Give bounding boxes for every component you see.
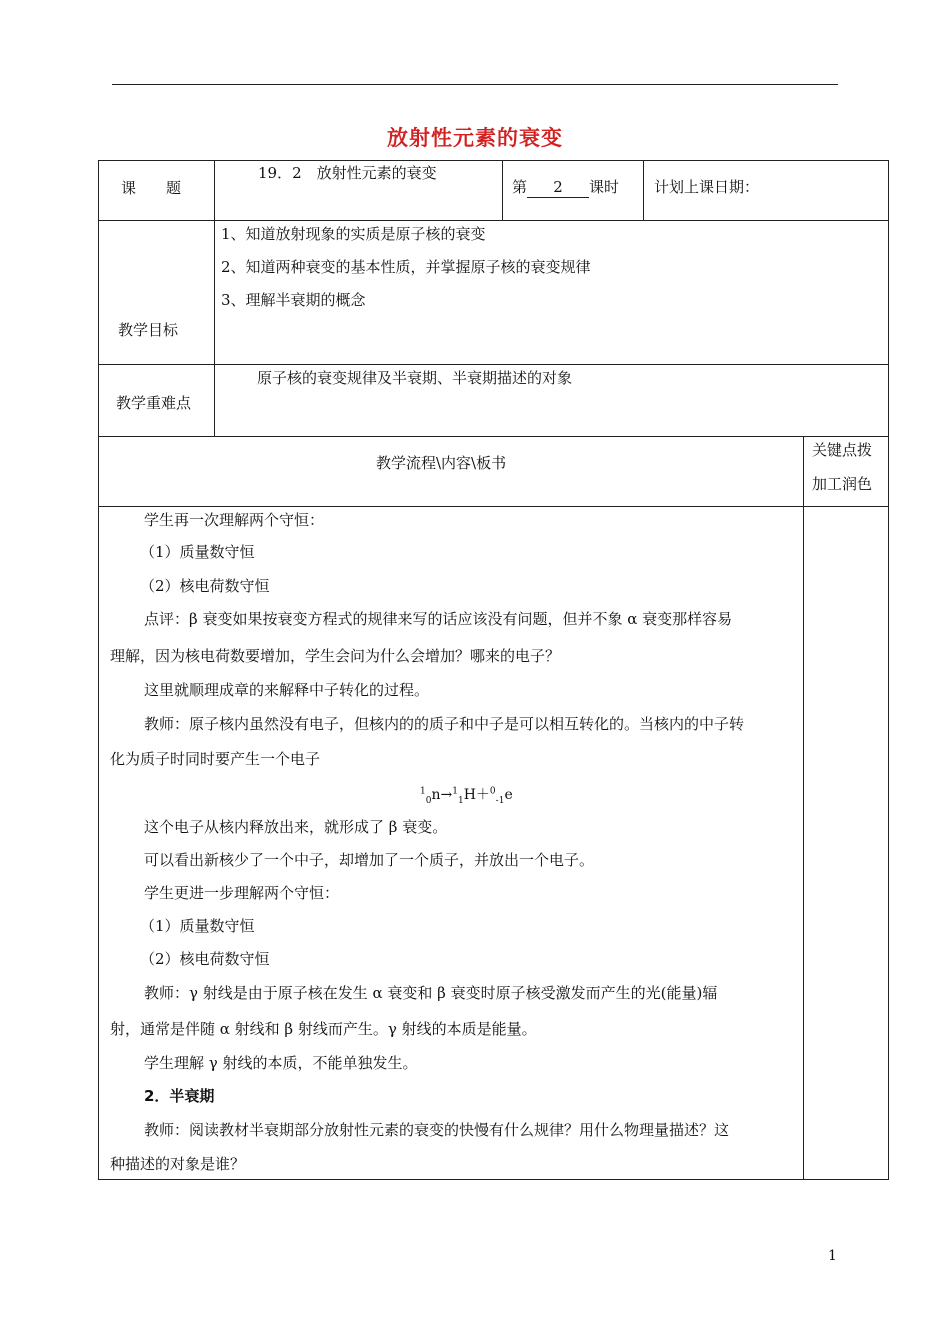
plan-date-label: 计划上课日期： bbox=[654, 178, 760, 196]
content-line: 化为质子时同时要产生一个电子 bbox=[110, 750, 321, 768]
section-heading: 2．半衰期 bbox=[144, 1087, 215, 1105]
content-line: 点评：β 衰变如果按衰变方程式的规律来写的话应该没有问题，但并不象 α 衰变那样容易 bbox=[144, 610, 733, 628]
content-line: 学生更进一步理解两个守恒： bbox=[144, 884, 340, 902]
content-line: 这个电子从核内释放出来，就形成了 β 衰变。 bbox=[144, 818, 448, 836]
content-line: （2）核电荷数守恒 bbox=[140, 577, 270, 595]
electron: $^0_{-1}$e bbox=[489, 786, 513, 806]
side-header-line2: 加工润色 bbox=[812, 475, 873, 493]
content-line: 种描述的对象是谁？ bbox=[110, 1155, 246, 1173]
content-line: 教师：原子核内虽然没有电子，但核内的的质子和中子是可以相互转化的。当核内的中子转 bbox=[144, 715, 745, 733]
goal-item: 3、理解半衰期的概念 bbox=[221, 291, 366, 309]
content-line: 这里就顺理成章的来解释中子转化的过程。 bbox=[144, 681, 430, 699]
content-line: 教师：γ 射线是由于原子核在发生 α 衰变和 β 衰变时原子核受激发而产生的光(能量)辐 bbox=[144, 984, 718, 1002]
col-divider bbox=[803, 436, 804, 1180]
content-line: 学生理解 γ 射线的本质，不能单独发生。 bbox=[144, 1054, 418, 1072]
side-header-line1: 关键点拨 bbox=[812, 441, 873, 459]
proton: $^1_1$H bbox=[452, 786, 476, 806]
content-line: 理解，因为核电荷数要增加，学生会问为什么会增加？哪来的电子？ bbox=[110, 647, 561, 665]
goal-item: 2、知道两种衰变的基本性质，并掌握原子核的衰变规律 bbox=[221, 258, 591, 276]
period-number: 2 bbox=[527, 177, 589, 198]
content-line: （1）质量数守恒 bbox=[140, 543, 255, 561]
goals-label: 教学目标 bbox=[118, 321, 179, 339]
topic-label: 课 题 bbox=[121, 179, 182, 197]
period-suffix: 课时 bbox=[589, 178, 620, 196]
col-divider bbox=[214, 160, 215, 436]
plus-sign: ＋ bbox=[475, 787, 490, 803]
decay-equation bbox=[420, 784, 513, 806]
document-title: 放射性元素的衰变 bbox=[387, 126, 563, 150]
period-prefix: 第 bbox=[512, 178, 528, 196]
content-line: 射，通常是伴随 α 射线和 β 射线而产生。γ 射线的本质是能量。 bbox=[110, 1020, 537, 1038]
row-divider bbox=[98, 220, 889, 221]
key-points-value: 原子核的衰变规律及半衰期、半衰期描述的对象 bbox=[257, 369, 573, 387]
arrow-icon: → bbox=[440, 787, 453, 803]
key-points-label: 教学重难点 bbox=[116, 394, 192, 412]
content-line: 学生再一次理解两个守恒： bbox=[144, 511, 325, 529]
col-divider bbox=[643, 160, 644, 220]
content-line: （2）核电荷数守恒 bbox=[140, 950, 270, 968]
neutron: $^1_0$n bbox=[420, 786, 441, 806]
topic-value: 19．2 放射性元素的衰变 bbox=[258, 164, 437, 182]
col-divider bbox=[502, 160, 503, 220]
top-rule bbox=[112, 84, 838, 85]
content-line: （1）质量数守恒 bbox=[140, 917, 255, 935]
row-divider bbox=[98, 364, 889, 365]
goal-item: 1、知道放射现象的实质是原子核的衰变 bbox=[221, 225, 486, 243]
page-number: 1 bbox=[828, 1248, 837, 1264]
content-line: 教师：阅读教材半衰期部分放射性元素的衰变的快慢有什么规律？用什么物理量描述？这 bbox=[144, 1121, 730, 1139]
row-divider bbox=[98, 436, 889, 437]
content-line: 可以看出新核少了一个中子，却增加了一个质子，并放出一个电子。 bbox=[144, 851, 595, 869]
flow-header: 教学流程\内容\板书 bbox=[376, 454, 507, 472]
row-divider bbox=[98, 506, 889, 507]
period-field bbox=[512, 177, 619, 198]
